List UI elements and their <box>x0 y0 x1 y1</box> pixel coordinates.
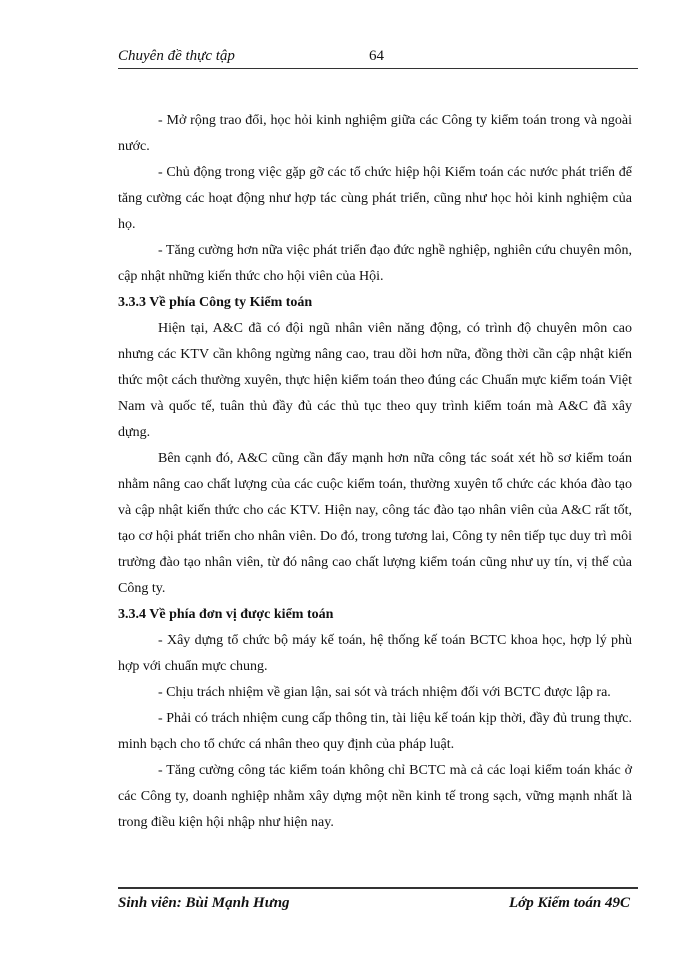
page-number: 64 <box>369 48 384 64</box>
page-footer <box>118 887 638 919</box>
paragraph: - Chủ động trong việc gặp gỡ các tổ chức hiệp hội Kiểm toán các nước phát triển để tăng cường các hoạt động như hợp tác cùng phát triển, cũng như học hỏi kinh nghiệm của họ. <box>118 165 632 232</box>
page-header <box>118 44 638 69</box>
paragraph: Bên cạnh đó, A&C cũng cần đẩy mạnh hơn nữa công tác soát xét hồ sơ kiểm toán nhằm nâng cao chất lượng của các cuộc kiểm toán, thường xuyên tổ chức các khóa đào tạo và cập nhật kiến thức cho các KTV. Hiện nay, công tác đào tạo nhân viên của A&C rất tốt, tạo cơ hội phát triển cho nhân viên. Do đó, trong tương lai, Công ty nên tiếp tục duy trì môi trường đào tạo nhân viên, từ đó nâng cao chất lượng kiểm toán cũng như uy tín, vị thế của Công ty. <box>118 451 632 596</box>
paragraph: - Chịu trách nhiệm về gian lận, sai sót và trách nhiệm đối với BCTC được lập ra. <box>158 685 611 700</box>
paragraph: - Tăng cường công tác kiểm toán không chỉ BCTC mà cả các loại kiểm toán khác ở các Công ty, doanh nghiệp nhằm xây dựng một nền kinh tế trong sạch, vững mạnh nhất là trong điều kiện hội nhập như hiện nay. <box>118 763 632 830</box>
paragraph: - Tăng cường hơn nữa việc phát triển đạo đức nghề nghiệp, nghiên cứu chuyên môn, cập nhật những kiến thức cho hội viên của Hội. <box>118 243 632 284</box>
paragraph: - Phải có trách nhiệm cung cấp thông tin, tài liệu kế toán kịp thời, đầy đủ trung thực. minh bạch cho tổ chức cá nhân theo quy định của pháp luật. <box>118 711 632 752</box>
paragraph: - Mở rộng trao đổi, học hỏi kinh nghiệm giữa các Công ty kiểm toán trong và ngoài nước. <box>118 113 632 154</box>
header-title: Chuyên đề thực tập <box>118 48 235 64</box>
paragraph: - Xây dựng tổ chức bộ máy kế toán, hệ thống kế toán BCTC khoa học, hợp lý phù hợp với chuẩn mực chung. <box>118 633 632 674</box>
paragraph: Hiện tại, A&C đã có đội ngũ nhân viên năng động, có trình độ chuyên môn cao nhưng các KTV cần không ngừng nâng cao, trau dồi hơn nữa, đồng thời cần cập nhật kiến thức một cách thường xuyên, thực hiện kiểm toán theo đúng các Chuẩn mực kiểm toán Việt Nam và quốc tế, tuân thủ đầy đủ các thủ tục theo quy trình kiểm toán mà A&C đã xây dựng. <box>118 321 632 440</box>
class-name: Lớp Kiểm toán 49C <box>509 895 630 911</box>
section-heading-334: 3.3.4 Về phía đơn vị được kiểm toán <box>118 607 334 622</box>
section-heading-333: 3.3.3 Về phía Công ty Kiểm toán <box>118 295 313 310</box>
document-body <box>118 108 632 836</box>
student-name: Sinh viên: Bùi Mạnh Hưng <box>118 895 290 911</box>
